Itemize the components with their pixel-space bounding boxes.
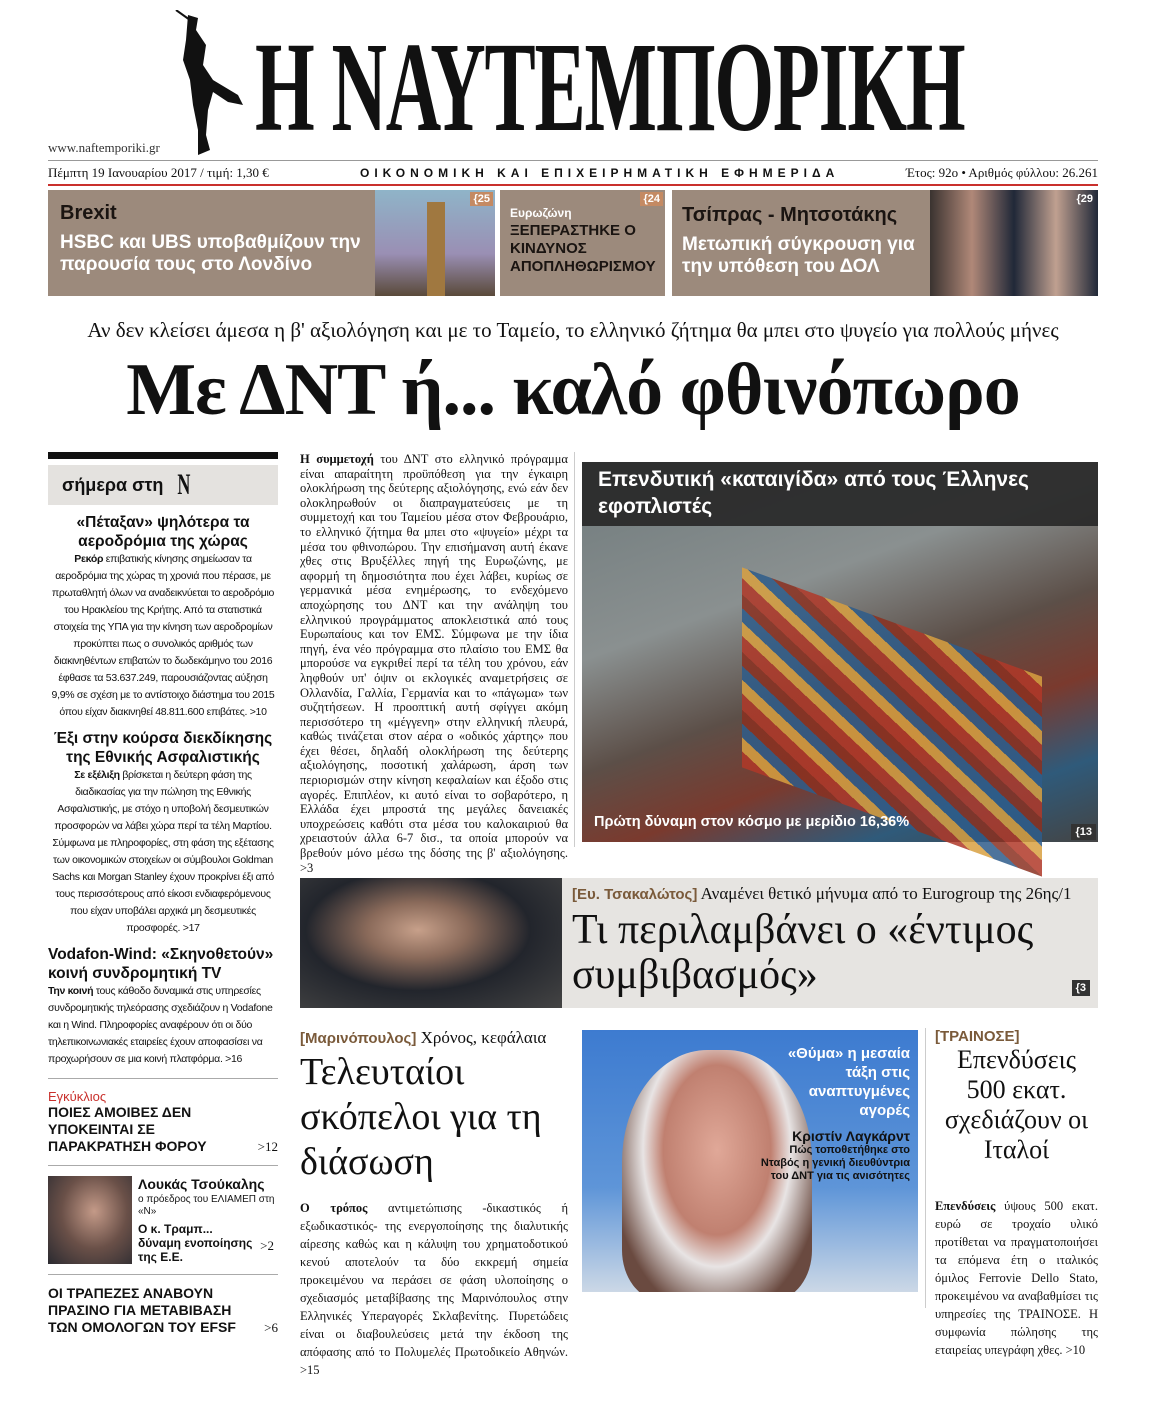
promo-kicker: Brexit	[60, 202, 117, 224]
lagarde-story[interactable]	[582, 1030, 918, 1292]
promo-kicker: Τσίπρας - Μητσοτάκης	[682, 204, 898, 226]
circular-headline: ΠΟΙΕΣ ΑΜΟΙΒΕΣ ΔΕΝ ΥΠΟΚΕΙΝΤΑΙ ΣΕ ΠΑΡΑΚΡΑΤΗΣΗ ΦΟΡΟΥ	[48, 1104, 207, 1154]
story-text: Σε εξέλιξη βρίσκεται η δεύτερη φάση της διαδικασίας για την πώληση της Εθνικής Ασφαλιστικής, με στόχο η υποβολή δεσμευτικών προσφορών να λάβει χώρα περί τα τέλη Μαρτίου. Σύμφωνα με πληροφορίες, στη φάση της εξέτασης των οικονομικών στοιχείων οι σύμβουλοι Goldman Sachs και Morgan Stanley έχουν προκρίνει έξι από τους περισσότερους από είκοσι ενδιαφερόμενους που είχαν υποβάλει αρχικά μη δεσμευτικές προσφορές. >17	[52, 769, 274, 934]
page-ref: {29	[1076, 193, 1093, 205]
marinopoulos-story[interactable]	[300, 1028, 568, 1379]
page-ref: {13	[1071, 824, 1096, 840]
page-ref: {3	[1072, 980, 1090, 996]
lead-body: Η συμμετοχή του ΔΝΤ στο ελληνικό πρόγραμμα είναι απαραίτητη προϋπόθεση για την έγκαιρη ολοκλήρωση της δεύτερης αξιολόγησης, ενώ εάν δεν ολοκληρωθούν οι διαπραγματεύσεις με τη συμμετοχή και του Ταμείου μέσα στον Φεβρουάριο, το ελληνικό ζήτημα θα μπει στο «ψυγείο» μέχρι τα μέσα του φθινοπώρου. Την επισήμανση αυτή έκανε χθες στις Βρυξέλλες πηγή της Ευρωζώνης, με αφορμή τη δημοσιότητα που έχει λάβει, κυρίως σε γερμανικά μέσα ενημέρωσης, το ενδεχόμενο αποχώρησης του ΔΝΤ και την ανάληψη του ελληνικού προγράμματος αποκλειστικά από τους Ευρωπαίους και τον ΕΜΣ. Σύμφωνα με την ίδια πηγή, ένα νέο πρόγραμμα στο πλαίσιο του ΕΜΣ θα μπορούσε να εγκριθεί περί τα τέλη του χρόνου, εάν ληφθούν υπ' όψιν οι εκλογικές αναμετρήσεις σε Ολλανδία, Γαλλία, Γερμανία και το «πάγωμα» των συζητήσεων. Η προοπτική αυτή σφίγγει ακόμη περισσότερο τη «μέγγενη» στην ελληνική πλευρά, καθώς τινάζεται στον αέρα ο «οδικός χάρτης» που έχει θέσει, δηλαδή ολοκλήρωση της δεύτερης αξιολόγησης, ποσοτική χαλάρωση, άρση των περιορισμών στην κίνηση κεφαλαίων και έξοδο στις αγορές. Επιπλέον, κι αυτό είναι το σοβαρότερο, η Ελλάδα έχει μπροστά της μεγάλες δανειακές υποχρεώσεις καθότι στα μέσα του καλοκαιριού θα χρειαστούν άλλα 6-7 δισ., τα οποία μπορούν να βρεθούν μόνο μέσω της δόσης της β' αξιολόγησης. >3	[300, 452, 568, 875]
promo-headline: ΞΕΠΕΡΑΣΤΗΚΕ Ο ΚΙΝΔΥΝΟΣ ΑΠΟΠΛΗΘΩΡΙΣΜΟΥ	[510, 222, 656, 275]
circular-label: Εγκύκλιος	[48, 1089, 107, 1104]
photo-caption: Πρώτη δύναμη στον κόσμο με μερίδιο 16,36%	[594, 814, 910, 830]
promo-kicker: Ευρωζώνη	[510, 206, 572, 220]
divider	[925, 1028, 926, 1308]
issue-number: Έτος: 92ο • Αριθμός φύλλου: 26.261	[905, 165, 1098, 180]
lagarde-quote: «Θύμα» η μεσαία τάξη στις αναπτυγμένες αγορές	[787, 1045, 910, 1119]
lagarde-name: Κριστίν Λαγκάρντ	[792, 1128, 910, 1144]
story-lead: [Μαρινόπουλος] Χρόνος, κεφάλαια	[300, 1028, 547, 1047]
story-title[interactable]: Έξι στην κούρσα διεκδίκησης της Εθνικής Ασφαλιστικής	[53, 730, 273, 766]
story-title[interactable]: Vodafon-Wind: «Σκηνοθετούν» κοινή συνδρομητική TV	[48, 946, 274, 982]
story-headline: Τελευταίοι σκόπελοι για τη διάσωση	[300, 1051, 542, 1183]
divider	[574, 452, 575, 847]
story-text: Την κοινή τους κάθοδο δυναμικά στις υπηρεσίες συνδρομητικής τηλεόρασης σχεδιάζουν η Vodafone και η Wind. Πληροφορίες αναφέρουν ότι οι δύο τηλεπικοινωνιακές εταιρείες έχουν αποφασίσει να προχωρήσουν σε μια κοινή πλατφόρμα. >16	[48, 985, 273, 1065]
divider	[48, 160, 1098, 161]
n-logo: N	[177, 468, 191, 501]
red-divider	[48, 184, 1098, 186]
page-ref: >12	[257, 1139, 278, 1154]
masthead-title: Η ΝΑΥΤΕΜΠΟΡΙΚΗ	[255, 16, 965, 158]
story-headline: Τι περιλαμβάνει ο «έντιμος συμβιβασμός»	[572, 907, 1034, 998]
sidebar	[48, 452, 278, 1336]
lead-headline[interactable]: Με ΔΝΤ ή... καλό φθινόπωρο	[126, 349, 1020, 431]
tsakalotos-photo	[300, 878, 562, 1008]
date-price: Πέμπτη 19 Ιανουαρίου 2017 / τιμή: 1,30 €	[48, 165, 269, 180]
promo-eurozone[interactable]	[500, 190, 665, 296]
today-in-n-banner	[48, 465, 278, 505]
page-ref: >2	[260, 1238, 274, 1253]
divider	[48, 452, 278, 459]
photo-story-headline[interactable]: Επενδυτική «καταιγίδα» από τους Έλληνες εφοπλιστές	[582, 462, 1098, 526]
tagline: ΟΙΚΟΝΟΜΙΚΗ ΚΑΙ ΕΠΙΧΕΙΡΗΜΑΤΙΚΗ ΕΦΗΜΕΡΙΔΑ	[360, 166, 840, 180]
story-text: Ρεκόρ επιβατικής κίνησης σημείωσαν τα αεροδρόμια της χώρας τη χρονιά που πέρασε, με πρωταθλητή όλων να αναδεικνύεται το αεροδρόμιο του Ηρακλείου της Κρήτης. Από τα στατιστικά στοιχεία της ΥΠΑ για την κίνηση των αεροδρομίων προκύπτει πως ο συνολικός αριθμός των διακινηθέντων επιβατών το δωδεκάμηνο του 2016 έφθασε τα 53.637.249, παρουσιάζοντας αύξηση 9,9% σε σχέση με το αντίστοιχο διάστημα του 2015 όπου είχαν διακινηθεί 48.811.600 επιβάτες. >10	[51, 553, 275, 718]
page-ref: {24	[640, 192, 663, 206]
story-text: Ο τρόπος αντιμετώπισης -δικαστικός ή εξωδικαστικός- της ενεργοποίησης της διαλυτικής αίρεσης καθώς και η κάλυψη του χρηματοδοτικού κενού αποτελούν τα δύο εκκρεμή σημεία προκειμένου να περάσει σε φάση υλοποίησης ο σχεδιασμός μεταβίβασης της Μαρινόπουλος στην Ελληνικές Υπεραγορές Σκλαβενίτης. Πυρετώδεις είναι οι διαβουλεύσεις μετά την έκδοση της απόφασης από το Πολυμελές Πρωτοδικείο Αθηνών. >15	[300, 1201, 569, 1377]
circular-item[interactable]	[48, 1089, 278, 1155]
page-ref: {25	[470, 192, 493, 206]
story-headline: Επενδύσεις 500 εκατ. σχεδιάζουν οι Ιταλοί	[944, 1045, 1089, 1164]
banks-item[interactable]	[48, 1285, 278, 1336]
interview-quote: Ο κ. Τραμπ... δύναμη ενοποίησης της Ε.Ε.	[138, 1222, 253, 1264]
lagarde-text	[760, 1044, 910, 1183]
promo-headline: HSBC και UBS υποβαθμίζουν την παρουσία τους στο Λονδίνο	[60, 232, 361, 275]
story-text: Επενδύσεις ύψους 500 εκατ. ευρώ σε τροχαίο υλικό προτίθεται να πραγματοποιήσει τα επόμενα έτη ο ιταλικός όμιλος Ferrovie Dello Stato, προκειμένου να αναβαθμίσει τις υπηρεσίες της ΤΡΑΙΝΟΣΕ. Η συμφωνία πώλησης της εταιρείας υπεγράφη χθες. >10	[935, 1199, 1098, 1357]
tsoukalis-photo	[48, 1176, 132, 1264]
website-url[interactable]: www.naftemporiki.gr	[48, 140, 160, 155]
trainose-story[interactable]	[935, 1028, 1098, 1359]
story-tag: [ΤΡΑΙΝΟΣΕ]	[935, 1028, 1020, 1045]
hermes-logo	[168, 10, 253, 160]
divider	[48, 1165, 278, 1166]
interview-role: ο πρόεδρος του ΕΛΙΑΜΕΠ στη «Ν»	[138, 1194, 275, 1217]
divider	[48, 1078, 278, 1079]
lagarde-sub: Πώς τοποθετήθηκε στο Νταβός η γενική διευθύντρια του ΔΝΤ για τις ανισότητες	[760, 1144, 910, 1182]
tsakalotos-story[interactable]	[300, 878, 1098, 1008]
story-lead: [Ευ. Τσακαλώτος] Αναμένει θετικό μήνυμα από το Eurogroup της 26ης/1	[572, 884, 1072, 903]
banner-title: σήμερα στη	[62, 474, 164, 495]
promo-tsipras-mitsotakis[interactable]	[672, 190, 1098, 296]
interview-name: Λουκάς Τσούκαλης	[138, 1176, 265, 1192]
promo-brexit[interactable]	[48, 190, 495, 296]
story-title[interactable]: «Πέταξαν» ψηλότερα τα αεροδρόμια της χώρας	[76, 514, 250, 550]
promo-headline: Μετωπική σύγκρουση για την υπόθεση του ΔΟΛ	[682, 234, 915, 277]
interview-item[interactable]	[48, 1176, 278, 1264]
lead-kicker: Αν δεν κλείσει άμεσα η β' αξιολόγηση και με το Ταμείο, το ελληνικό ζήτημα θα μπει στο ψυγείο για πολλούς μήνες	[87, 318, 1059, 342]
page-ref: >6	[264, 1320, 278, 1335]
banks-headline: ΟΙ ΤΡΑΠΕΖΕΣ ΑΝΑΒΟΥΝ ΠΡΑΣΙΝΟ ΓΙΑ ΜΕΤΑΒΙΒΑΣΗ ΤΩΝ ΟΜΟΛΟΓΩΝ ΤΟΥ EFSF	[48, 1285, 236, 1335]
divider	[48, 1274, 278, 1275]
